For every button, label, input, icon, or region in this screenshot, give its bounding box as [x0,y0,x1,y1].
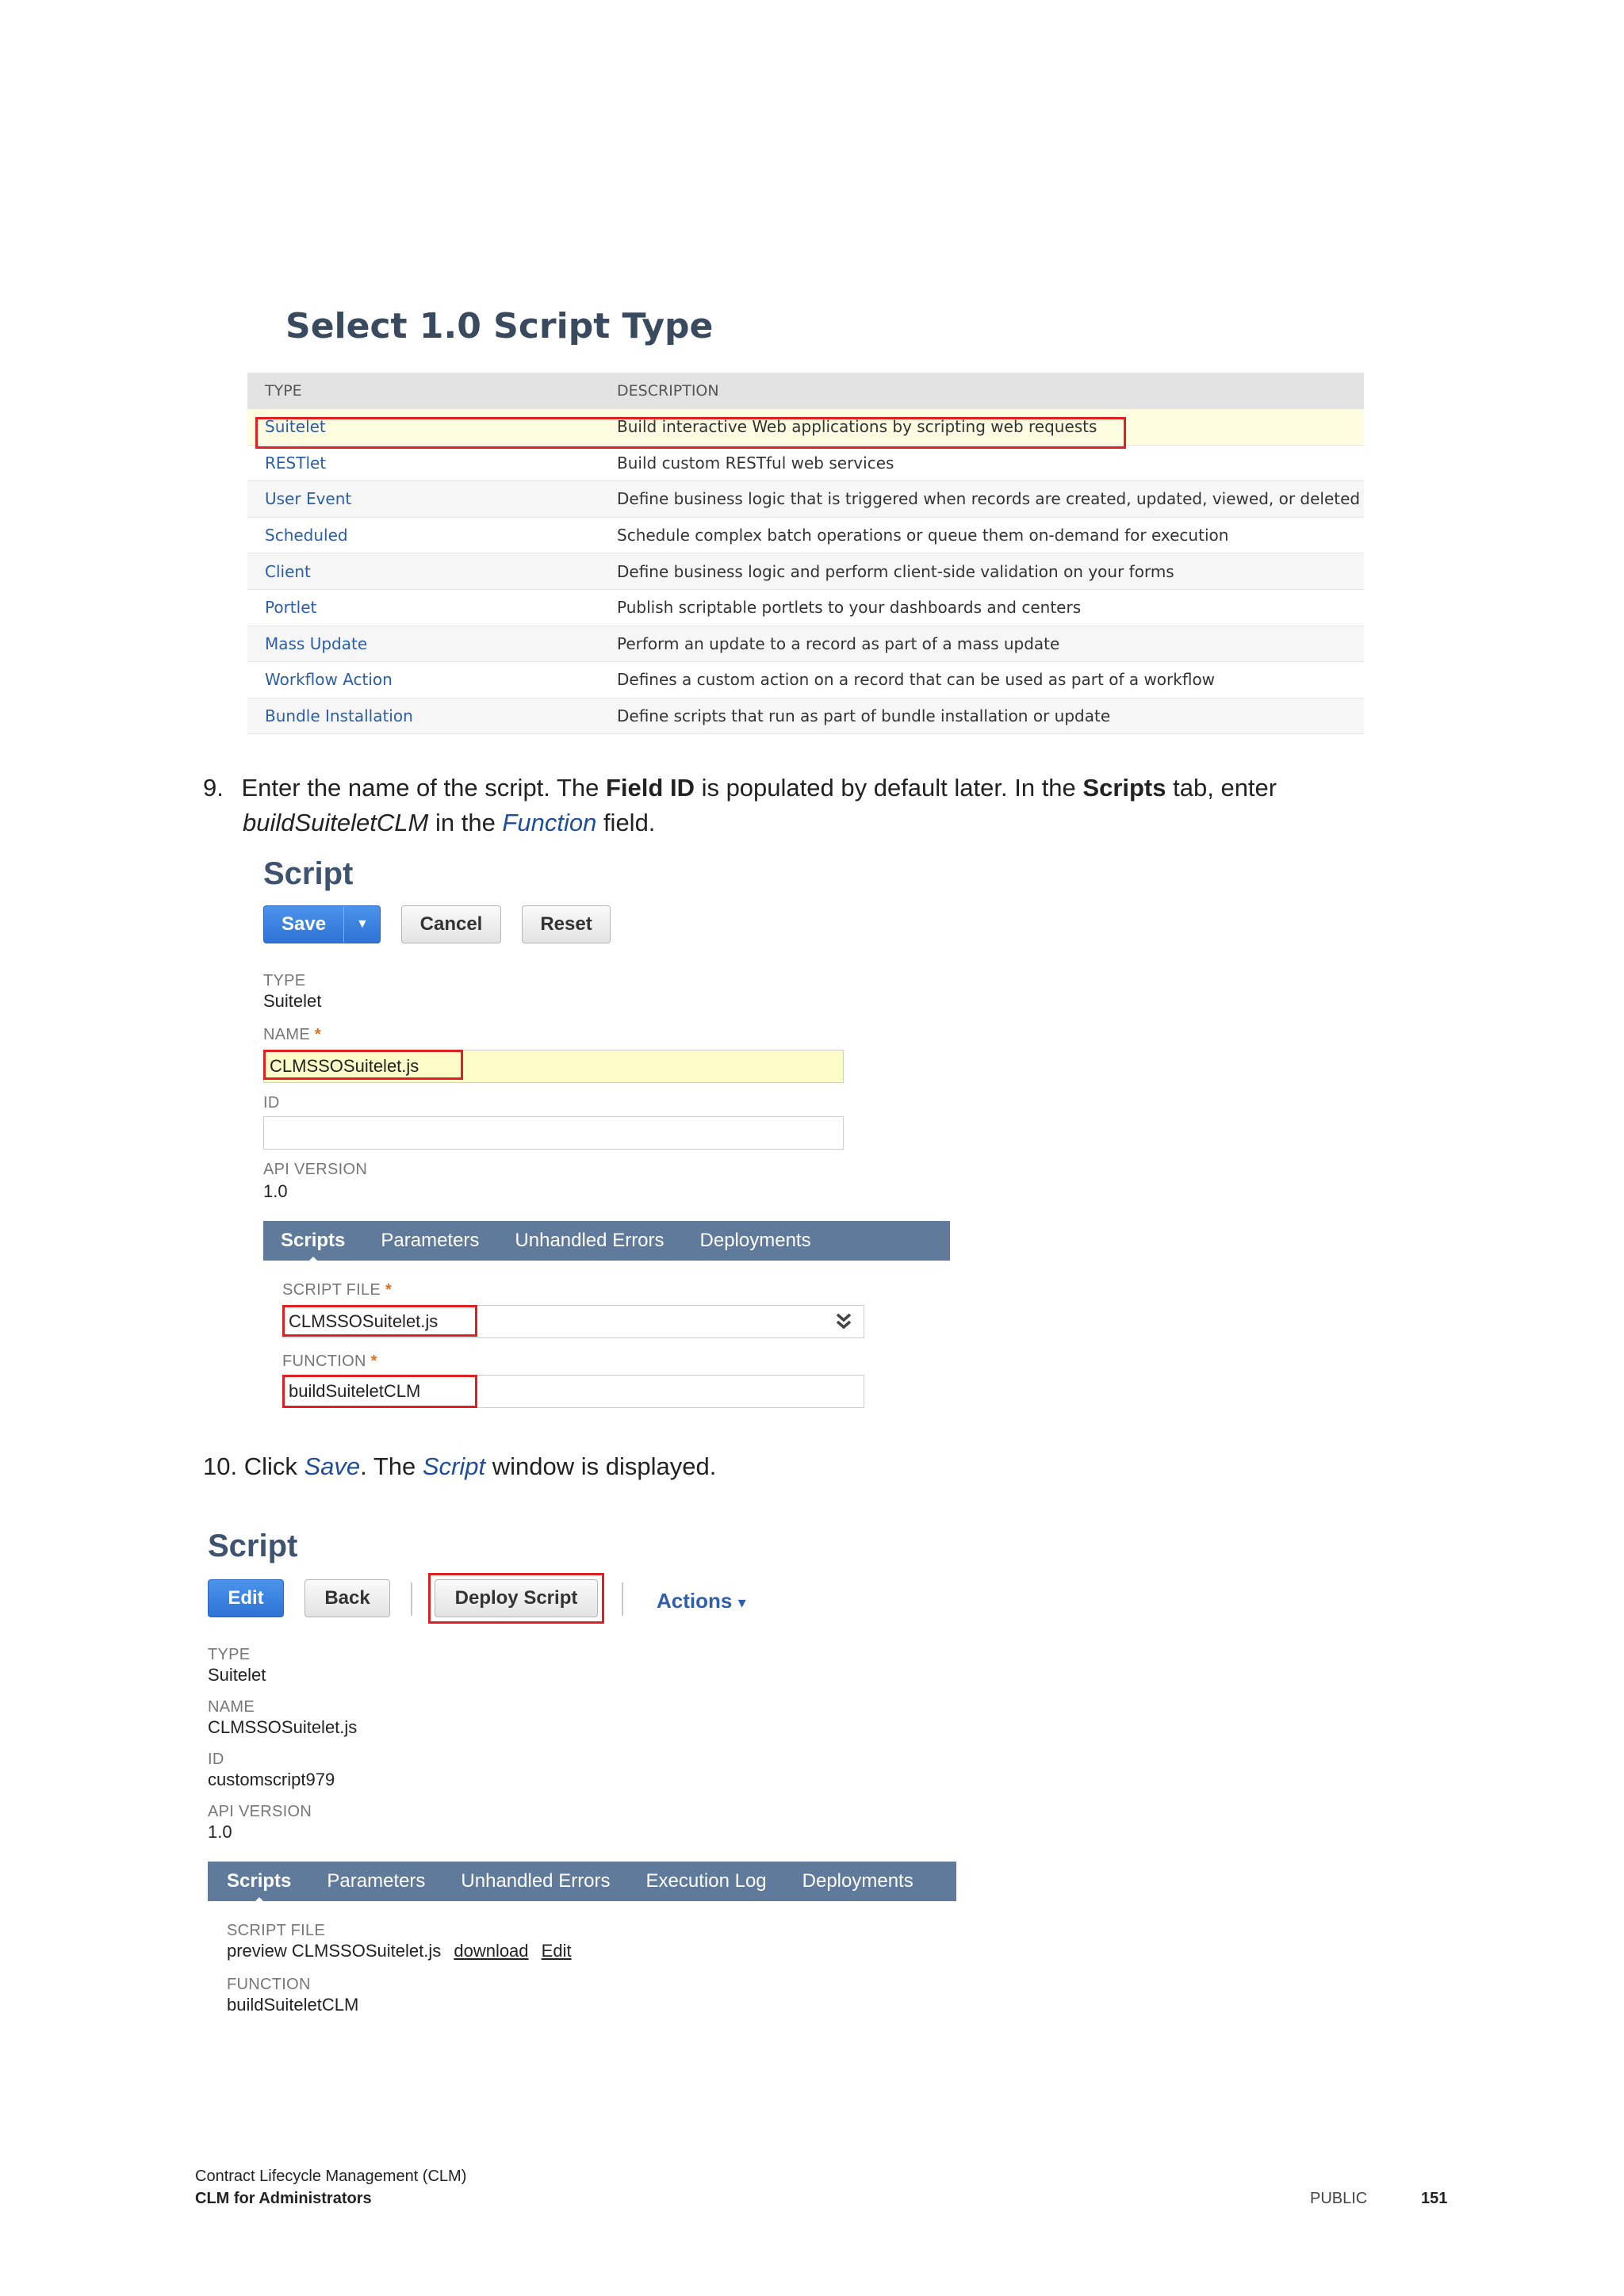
script-type-link[interactable]: Portlet [265,598,317,618]
step-9-t2: is populated by default later. In the [694,774,1083,802]
table-row[interactable] [247,481,1364,518]
table-row[interactable] [247,698,1364,735]
table-row[interactable] [247,553,1364,590]
step-9-t5: field. [596,809,656,836]
script-view-screenshot [208,1529,961,2020]
function-input-highlight [282,1375,477,1408]
api-version-value: 1.0 [208,1822,232,1842]
table-row[interactable] [247,590,1364,626]
api-version-label: API VERSION [263,1161,368,1178]
step-9-function-name: buildSuiteletCLM [243,809,429,836]
script-type-description: Define business logic and perform client-side validation on your forms [617,561,1174,581]
save-button-label: Save [282,913,327,935]
select-script-type-title: Select 1.0 Script Type [285,306,714,346]
deploy-script-button[interactable]: Deploy Script [435,1579,598,1617]
id-input[interactable] [263,1116,844,1150]
tab-deployments[interactable]: Deployments [802,1870,914,1892]
edit-button[interactable]: Edit [208,1579,284,1617]
step-10-t2: . The [360,1452,423,1480]
script-type-link[interactable]: Bundle Installation [265,706,413,726]
function-label-text: FUNCTION [282,1353,366,1370]
step-9-t3: tab, enter [1166,774,1277,802]
table-row[interactable] [247,626,1364,663]
script-type-description: Perform an update to a record as part of a mass update [617,633,1060,653]
script-type-description: Build interactive Web applications by scripting web requests [617,417,1097,437]
actions-menu[interactable] [657,1589,746,1613]
reset-button[interactable]: Reset [522,905,611,943]
step-10-save: Save [304,1452,361,1480]
name-label-text: NAME [263,1026,310,1043]
footer-doc-subtitle: CLM for Administrators [195,2190,372,2207]
table-row[interactable] [247,518,1364,554]
id-label: ID [208,1751,224,1768]
script-type-link[interactable]: Mass Update [265,633,368,653]
name-label: NAME [208,1698,255,1716]
step-10-t1: Click [237,1452,304,1480]
api-version-label: API VERSION [208,1803,312,1820]
script-view-tabbar [208,1862,956,1901]
edit-link[interactable]: Edit [541,1941,572,1961]
required-asterisk: * [370,1353,377,1370]
download-link[interactable]: download [454,1941,529,1961]
tab-deployments[interactable]: Deployments [699,1230,811,1251]
name-value: CLMSSOSuitelet.js [208,1717,358,1737]
function-label [282,1353,377,1371]
deploy-script-highlight [428,1573,604,1624]
script-type-link[interactable]: User Event [265,489,352,509]
api-version-value: 1.0 [263,1181,288,1201]
step-9-function-label: Function [502,809,597,836]
toolbar-divider [622,1582,623,1616]
step-10-number: 10. [203,1452,238,1480]
tab-execution-log[interactable]: Execution Log [645,1870,767,1892]
script-type-description: Build custom RESTful web services [617,453,894,473]
step-9-number: 9. [203,774,224,802]
step-10-t3: window is displayed. [485,1452,717,1480]
footer-classification: PUBLIC [1310,2190,1368,2207]
required-asterisk: * [314,1026,321,1043]
required-asterisk: * [385,1281,393,1299]
toolbar-divider [411,1582,412,1616]
cancel-button[interactable]: Cancel [401,905,501,943]
script-file-highlight [282,1305,477,1337]
script-type-description: Define business logic that is triggered when records are created, updated, viewed, or deleted [617,489,1361,509]
preview-script-file[interactable]: preview CLMSSOSuitelet.js [227,1941,442,1961]
id-value: customscript979 [208,1770,335,1789]
select-script-type-screenshot [247,301,1364,737]
tab-scripts[interactable]: Scripts [227,1870,292,1892]
script-type-description: Define scripts that run as part of bundle installation or update [617,706,1111,726]
table-row[interactable] [247,662,1364,698]
type-value: Suitelet [208,1665,266,1685]
tab-unhandled-errors[interactable]: Unhandled Errors [515,1230,665,1251]
step-9-field-id: Field ID [606,774,695,802]
actions-menu-label: Actions [657,1589,733,1613]
header-type: TYPE [265,382,302,400]
name-input-value: CLMSSOSuitelet.js [270,1056,419,1076]
step-10-script: Script [422,1452,486,1480]
type-label: TYPE [208,1646,251,1663]
type-value: Suitelet [263,991,322,1011]
script-type-rows [247,409,1364,734]
step-9-scripts: Scripts [1082,774,1166,802]
name-input-highlight [263,1050,463,1080]
script-file-label-text: SCRIPT FILE [282,1281,381,1299]
back-button[interactable]: Back [304,1579,390,1617]
function-value: buildSuiteletCLM [227,1995,359,2015]
type-label: TYPE [263,972,306,989]
tab-parameters[interactable]: Parameters [327,1870,426,1892]
function-input-value: buildSuiteletCLM [289,1381,421,1401]
double-chevron-down-icon[interactable] [834,1311,853,1332]
id-label: ID [263,1094,280,1112]
suitelet-row-highlight [255,417,1126,449]
script-form-screenshot [262,856,959,1427]
footer-doc-title: Contract Lifecycle Management (CLM) [195,2168,467,2185]
tab-unhandled-errors[interactable]: Unhandled Errors [461,1870,611,1892]
tab-parameters[interactable]: Parameters [381,1230,480,1251]
step-9-text [203,771,1440,806]
save-button[interactable] [263,905,381,943]
step-9-t1: Enter the name of the script. The [241,774,606,802]
script-type-link[interactable]: Suitelet [265,417,326,437]
script-file-label [282,1281,392,1299]
tab-scripts[interactable]: Scripts [281,1230,346,1251]
script-type-link[interactable]: RESTlet [265,453,327,473]
footer-page-number: 151 [1421,2190,1448,2207]
script-file-value: CLMSSOSuitelet.js [289,1311,439,1331]
chevron-down-icon[interactable]: ▼ [356,917,369,931]
script-form-tabbar [263,1221,950,1261]
step-9-t4: in the [428,809,503,836]
script-type-description: Publish scriptable portlets to your dashboards and centers [617,598,1082,618]
script-type-table-header [247,373,1364,409]
script-type-description: Defines a custom action on a record that can be used as part of a workflow [617,670,1216,690]
table-row[interactable] [247,446,1364,482]
script-file-line [227,1941,572,1961]
function-label: FUNCTION [227,1976,311,1993]
header-description: DESCRIPTION [617,382,719,400]
script-type-description: Schedule complex batch operations or queue them on-demand for execution [617,526,1229,545]
step-10-text [203,1449,1392,1484]
script-form-title: Script [263,856,354,891]
step-9-text-line2 [243,806,1432,840]
name-label [263,1026,321,1044]
script-view-title: Script [208,1529,298,1563]
script-type-link[interactable]: Workflow Action [265,670,393,690]
script-type-link[interactable]: Scheduled [265,526,348,545]
script-file-label: SCRIPT FILE [227,1922,326,1939]
caret-down-icon: ▾ [737,1594,746,1612]
script-type-link[interactable]: Client [265,561,311,581]
